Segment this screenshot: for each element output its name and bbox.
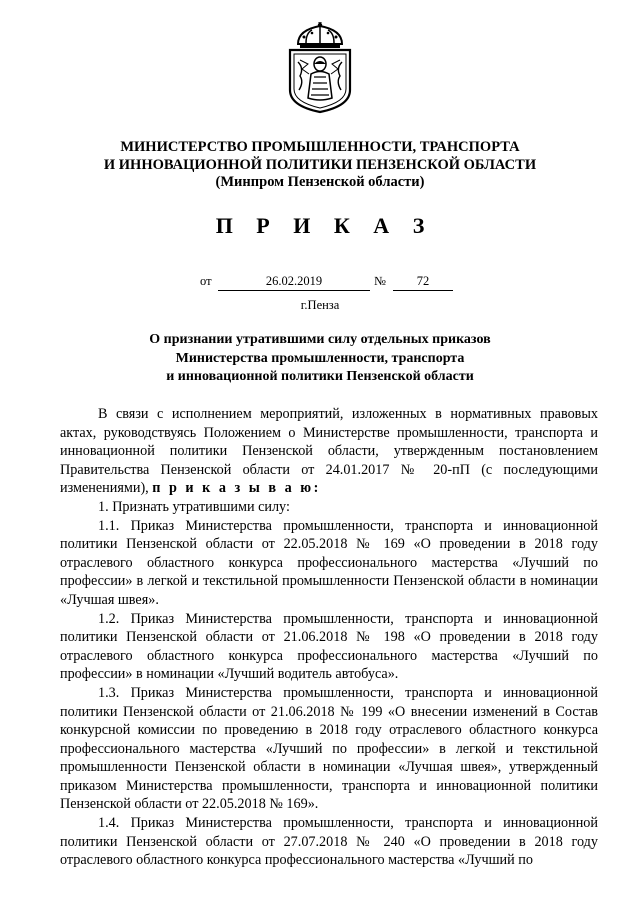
order-subject [0, 331, 640, 387]
directive-word: п р и к а з ы в а ю: [152, 480, 321, 497]
item-1-3: 1.3. Приказ Министерства промышленности, транспорта и инновационной политики Пензенской области от 21.06.2018 № 199 «О внесении изменений в Состав конкурсной комиссии по проведению в 2018 году отраслевого областного конкурса профессионального мастерства «Лучший по профессии» в легкой и текстильной промышленности Пензенской области в номинации «Лучшая швея», утвержденный приказом Министерства промышленности, транспорта и инновационной политики Пензенской области от 22.05.2018 № 169». [60, 684, 598, 813]
date-label: от [200, 274, 212, 288]
number-label: № [374, 274, 386, 288]
subject-line-3: и инновационной политики Пензенской области [166, 369, 474, 384]
ministry-line-1: МИНИСТЕРСТВО ПРОМЫШЛЕННОСТИ, ТРАНСПОРТА [120, 139, 520, 155]
order-date: 26.02.2019 [218, 274, 370, 291]
intro-paragraph [60, 405, 598, 498]
document-type-title: П Р И К А З [215, 213, 434, 238]
document-body [60, 405, 598, 870]
ministry-short-name: (Минпром Пензенской области) [215, 174, 425, 190]
subject-line-2: Министерства промышленности, транспорта [175, 350, 465, 366]
order-meta [0, 274, 640, 294]
item-1-1: 1.1. Приказ Министерства промышленности, транспорта и инновационной политики Пензенской области от 22.05.2018 № 169 «О проведении в 2018 году отраслевого областного конкурса профессионального мастерства «Лучший по профессии» в легкой и текстильной промышленности Пензенской области в номинации «Лучшая швея». [60, 517, 598, 608]
ministry-line-2: И ИННОВАЦИОННОЙ ПОЛИТИКИ ПЕНЗЕНСКОЙ ОБЛАСТИ [103, 156, 537, 173]
item-1: 1. Признать утратившими силу: [98, 498, 290, 515]
subject-line-1: О признании утратившими силу отдельных приказов [149, 332, 491, 347]
city: г.Пенза [300, 298, 340, 312]
penza-coat-of-arms-icon [284, 22, 356, 114]
ministry-name [0, 139, 640, 192]
order-number: 72 [393, 274, 453, 291]
item-1-2: 1.2. Приказ Министерства промышленности, транспорта и инновационной политики Пензенской области от 21.06.2018 № 198 «О проведении в 2018 году отраслевого областного конкурса профессионального мастерства «Лучший по профессии» в номинации «Лучший водитель автобуса». [60, 610, 598, 683]
item-1-4: 1.4. Приказ Министерства промышленности, транспорта и инновационной политики Пензенской области от 27.07.2018 № 240 «О проведении в 2018 году отраслевого областного конкурса профессионального мастерства «Лучший по [60, 815, 598, 869]
intro-text: В связи с исполнением мероприятий, изложенных в нормативных правовых актах, руководствуясь Положением о Министерстве промышленности, транспорта и инновационной политики Пензенской области, утвержденным постановлением Правительства Пензенской области от 24.01.2017 № 20-пП (с последующими изменениями), [60, 406, 598, 497]
